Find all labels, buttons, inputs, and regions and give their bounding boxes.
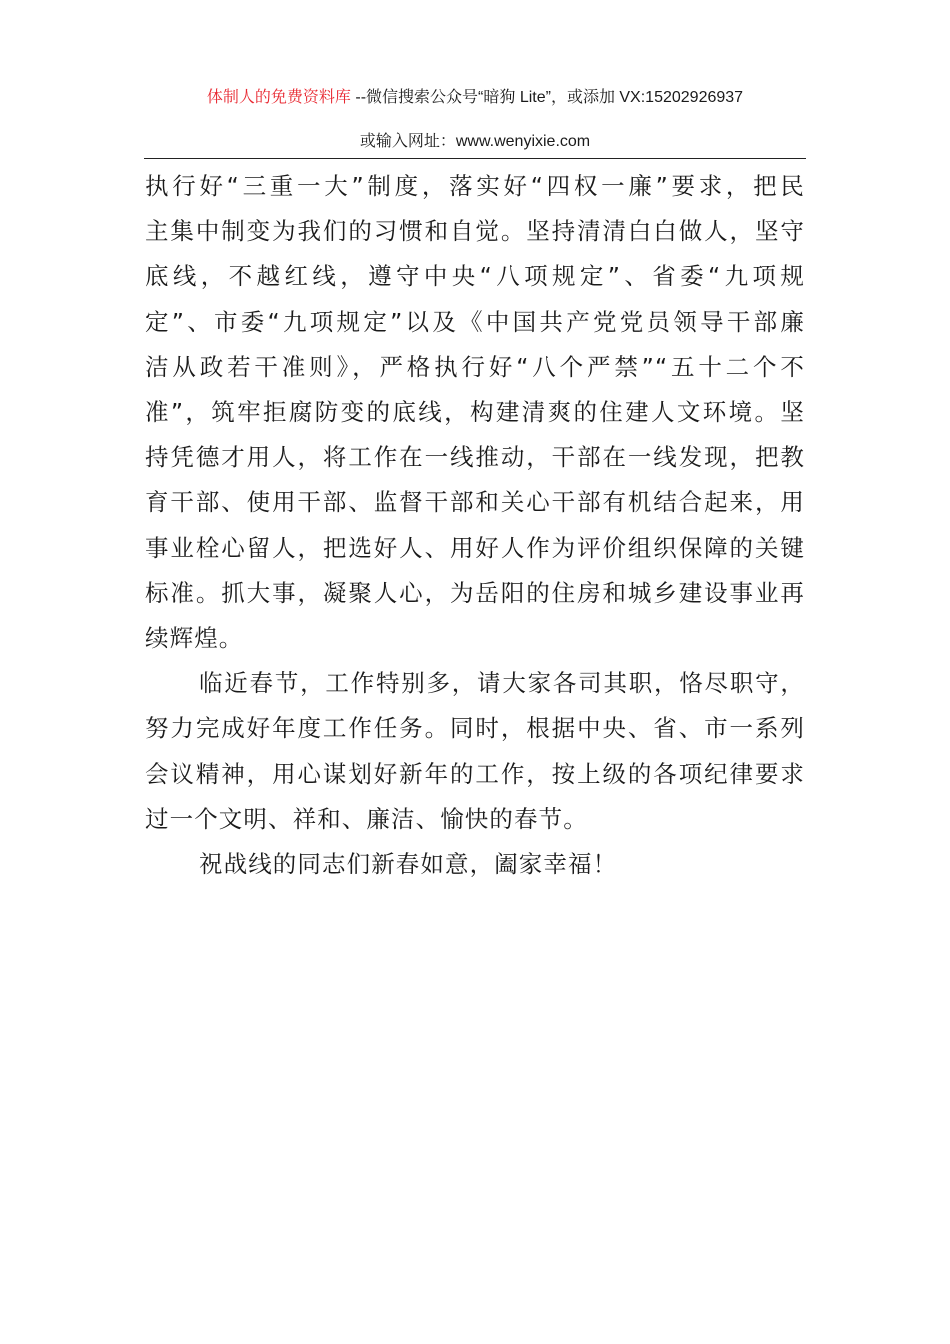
text-line: 会议精神，用心谋划好新年的工作，按上级的各项纪律要求 — [145, 759, 805, 788]
body-paragraph-1 — [145, 164, 805, 661]
text-line: 育干部、使用干部、监督干部和关心干部有机结合起来，用 — [145, 488, 805, 517]
header-divider — [144, 158, 806, 159]
text-line: 续辉煌。 — [145, 624, 244, 653]
text-line: 持凭德才用人，将工作在一线推动，干部在一线发现，把教 — [145, 443, 805, 472]
text-line: 准”，筑牢拒腐防变的底线，构建清爽的住建人文环境。坚 — [145, 398, 805, 427]
page-header — [0, 0, 950, 160]
text-line: 祝战线的同志们新春如意，阖家幸福！ — [199, 850, 618, 879]
text-line: 定”、市委“九项规定”以及《中国共产党党员领导干部廉 — [145, 307, 805, 336]
text-line: 洁从政若干准则》，严格执行好“八个严禁”“五十二个不 — [145, 352, 805, 381]
text-line: 努力完成好年度工作任务。同时，根据中央、省、市一系列 — [145, 714, 805, 743]
text-line: 临近春节，工作特别多，请大家各司其职，恪尽职守， — [199, 669, 805, 698]
text-line: 标准。抓大事，凝聚人心，为岳阳的住房和城乡建设事业再 — [145, 578, 805, 607]
body-paragraph-3 — [145, 842, 805, 887]
header-promo: --微信搜索公众号“暗狗 Lite”，或添加 VX:15202926937 — [350, 89, 744, 106]
header-promo-line — [0, 87, 950, 109]
header-url-line: 或输入网址：www.wenyixie.com — [359, 133, 591, 150]
text-line: 底线，不越红线，遵守中央“八项规定”、省委“九项规 — [145, 262, 805, 291]
body-paragraph-2 — [145, 661, 805, 842]
text-line: 执行好“三重一大”制度，落实好“四权一廉”要求，把民 — [145, 172, 805, 200]
text-line: 事业栓心留人，把选好人、用好人作为评价组织保障的关键 — [145, 533, 805, 562]
document-body — [145, 164, 805, 887]
text-line: 过一个文明、祥和、廉洁、愉快的春节。 — [145, 804, 588, 833]
header-brand: 体制人的免费资料库 — [206, 89, 351, 106]
text-line: 主集中制变为我们的习惯和自觉。坚持清清白白做人，坚守 — [145, 217, 805, 246]
